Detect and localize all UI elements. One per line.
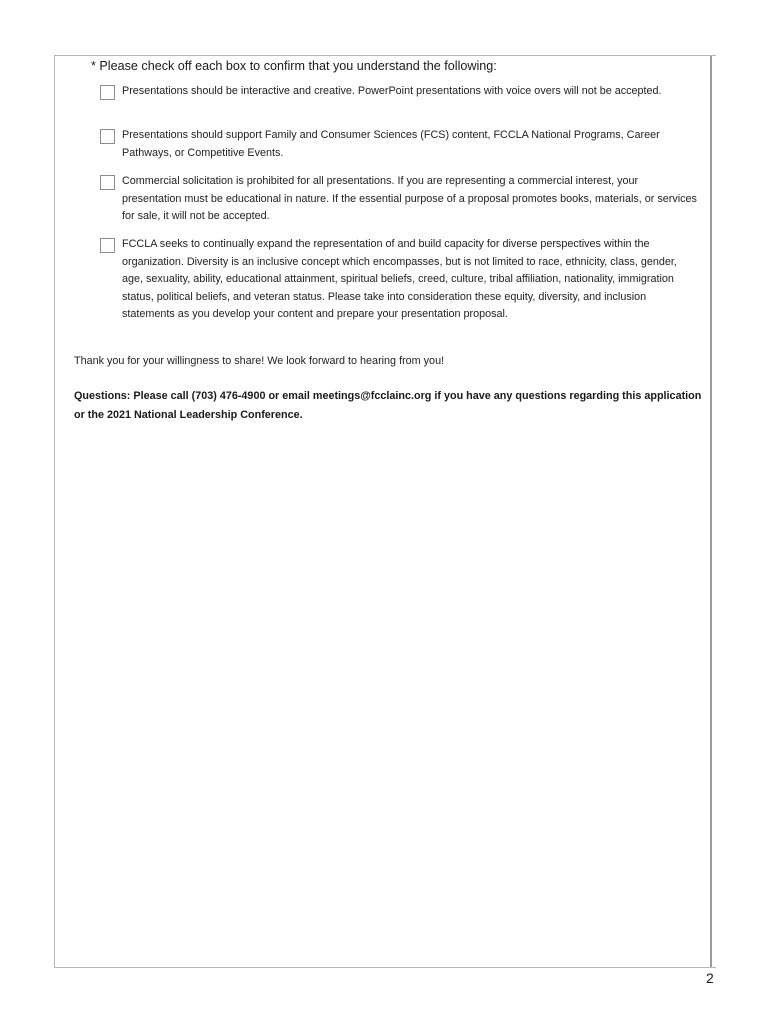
checklist-text-fcs-content: Presentations should support Family and Consumer Sciences (FCS) content, FCCLA National Programs, Career Pathways, or Competitive Events. [122, 129, 660, 159]
checkbox-fcs-content[interactable] [100, 129, 115, 144]
checklist-text-commercial: Commercial solicitation is prohibited for all presentations. If you are representing a commercial interest, your presentation must be educational in nature. If the essential purpose of a proposal promotes books, materials, or services for sale, it will not be accepted. [122, 175, 697, 222]
frame-corner-bottom [711, 967, 716, 968]
checkbox-commercial[interactable] [100, 175, 115, 190]
checklist-instruction: * Please check off each box to confirm that you understand the following: [91, 59, 497, 73]
checkbox-diversity[interactable] [100, 238, 115, 253]
checklist-text-diversity: FCCLA seeks to continually expand the representation of and build capacity for diverse perspectives within the organization. Diversity is an inclusive concept which encompasses, but is not limited to race, ethnicity, class, gender, age, sexuality, ability, educational attainment, spiritual beliefs, creed, culture, tribal affiliation, nationality, immigration status, political beliefs, and veteran status. Please take into consideration these equity, diversity, and inclusion statements as you develop your content and prepare your presentation proposal. [122, 238, 677, 320]
frame-corner-top [711, 55, 716, 56]
checklist-text-interactive: Presentations should be interactive and creative. PowerPoint presentations with voice overs will not be accepted. [122, 85, 662, 97]
checkbox-interactive[interactable] [100, 85, 115, 100]
page-number: 2 [706, 970, 714, 986]
questions-contact-text: Questions: Please call (703) 476-4900 or email meetings@fcclainc.org if you have any questions regarding this application or the 2021 National Leadership Conference. [74, 390, 702, 421]
thank-you-text: Thank you for your willingness to share! We look forward to hearing from you! [74, 355, 445, 367]
